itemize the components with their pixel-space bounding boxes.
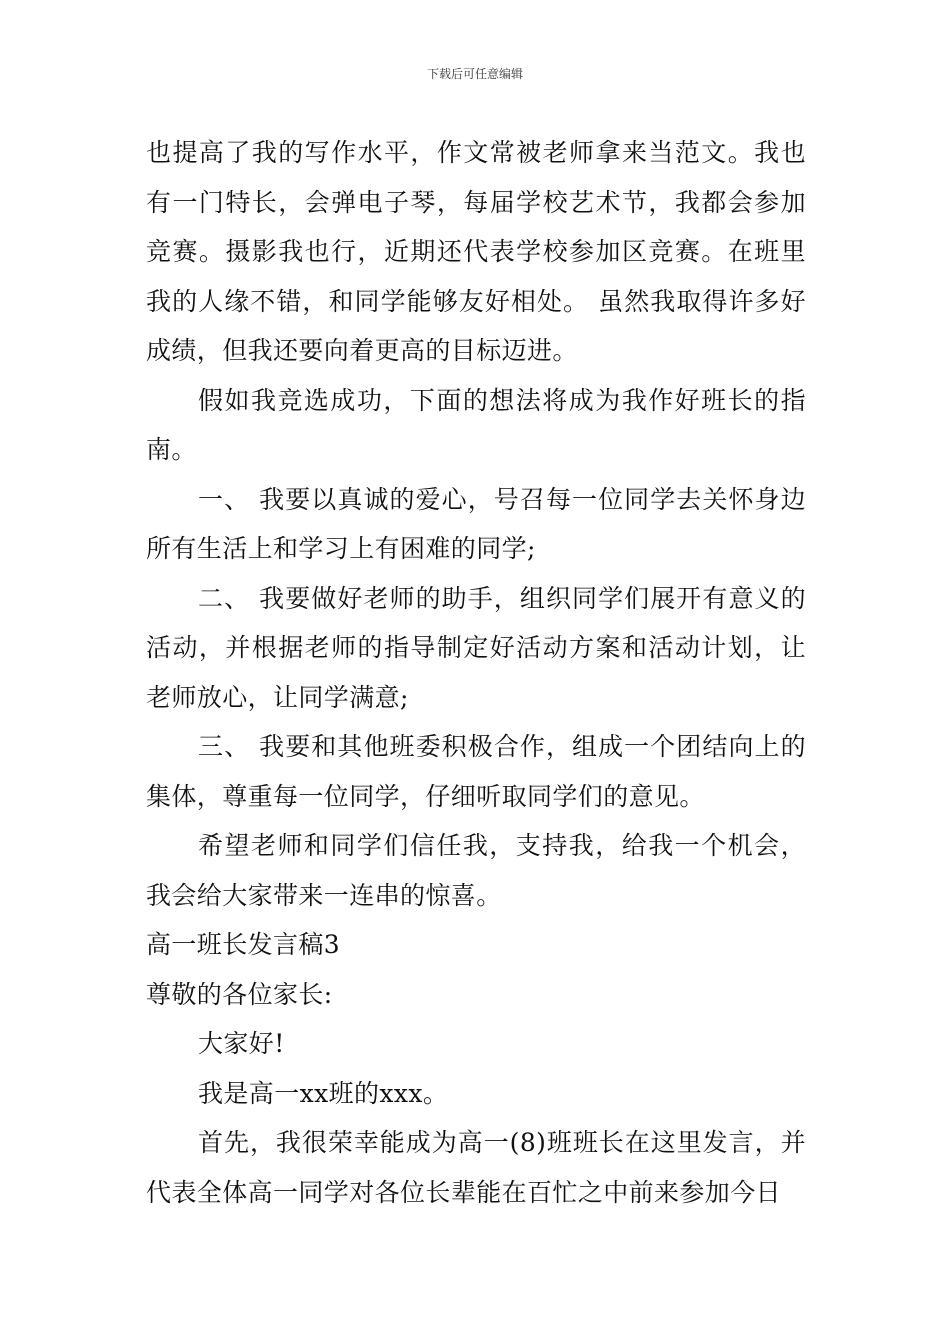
paragraph-closing: 希望老师和同学们信任我，支持我，给我一个机会，我会给大家带来一连串的惊喜。 (146, 831, 806, 910)
paragraph-plan-three: 三、 我要和其他班委积极合作，组成一个团结向上的集体，尊重每一位同学，仔细听取同学们的意见。 (146, 732, 806, 811)
section-title: 高一班长发言稿3 (146, 930, 341, 959)
document-body (146, 128, 806, 1217)
paragraph-if-elected: 假如我竞选成功，下面的想法将成为我作好班长的指南。 (146, 385, 806, 464)
paragraph-plan-one: 一、 我要以真诚的爱心，号召每一位同学去关怀身边所有生活上和学习上有困难的同学; (146, 484, 806, 563)
salutation: 尊敬的各位家长: (146, 979, 333, 1009)
self-introduction: 我是高一xx班的xxx。 (198, 1078, 449, 1108)
page-header: 下载后可任意编辑 (426, 67, 523, 81)
paragraph-plan-two: 二、 我要做好老师的助手，组织同学们展开有意义的活动，并根据老师的指导制定好活动方案和活动计划，让老师放心，让同学满意; (146, 583, 806, 712)
greeting: 大家好! (198, 1029, 285, 1058)
paragraph-opening-thanks: 首先，我很荣幸能成为高一(8)班班长在这里发言，并代表全体高一同学对各位长辈能在百忙之中前来参加今日 (146, 1128, 806, 1207)
paragraph-achievements: 也提高了我的写作水平，作文常被老师拿来当范文。我也有一门特长，会弹电子琴，每届学校艺术节，我都会参加竞赛。摄影我也行，近期还代表学校参加区竞赛。在班里我的人缘不错，和同学能够友好相处。 虽然我取得许多好成绩，但我还要向着更高的目标迈进。 (146, 138, 806, 365)
